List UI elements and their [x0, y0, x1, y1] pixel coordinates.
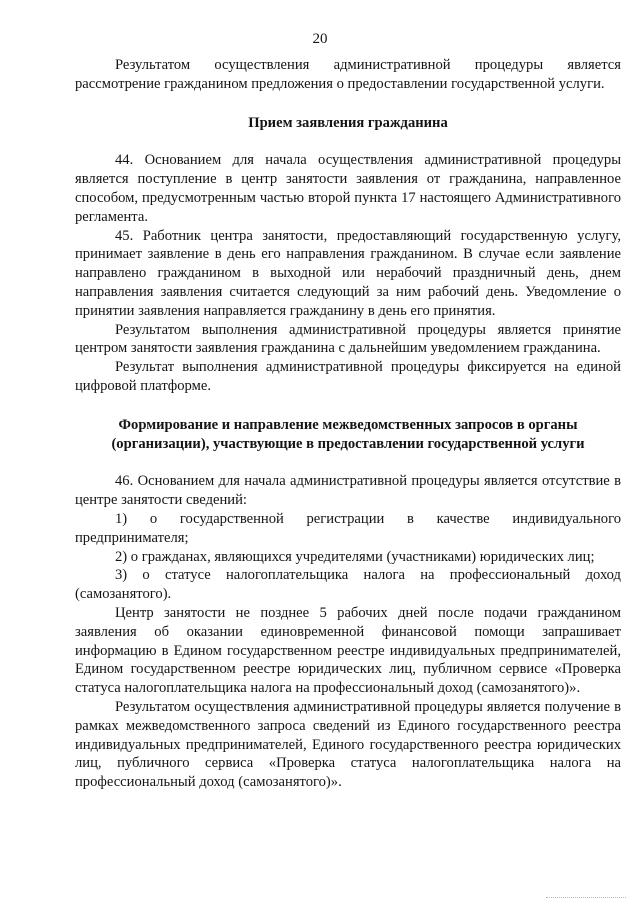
paragraph-44: 44. Основанием для начала осуществления административной процедуры является поступление в центр занятости заявления от гражданина, направленное способом, предусмотренным частью второй пункта 17 настоящего Административного регламента.	[75, 152, 621, 225]
paragraph-46: 46. Основанием для начала административной процедуры является отсутствие в центре занятости сведений:	[75, 473, 621, 509]
spacer	[75, 94, 621, 114]
list-item-self-employed: 3) о статусе налогоплательщика налога на профессиональный доход (самозанятого).	[75, 567, 621, 603]
section-title-interagency-requests	[75, 416, 621, 454]
page-number: 20	[312, 31, 328, 47]
spacer	[75, 453, 621, 472]
section-title-application: Прием заявления гражданина	[248, 114, 448, 131]
section-title-line-2: (организации), участвующие в предоставлении государственной услуги	[111, 435, 585, 452]
spacer	[75, 396, 621, 416]
section-title-line-1: Формирование и направление межведомственных запросов в органы	[118, 416, 578, 433]
list-item-registration: 1) о государственной регистрации в качестве индивидуального предпринимателя;	[75, 510, 621, 546]
document-body	[75, 56, 621, 792]
intro-paragraph: Результатом осуществления административной процедуры является рассмотрение гражданином предложения о предоставлении государственной услуги.	[75, 57, 621, 92]
scan-artifact	[546, 897, 626, 901]
list-item-founders: 2) о гражданах, являющихся учредителями (участниками) юридических лиц;	[115, 548, 595, 565]
paragraph-45: 45. Работник центра занятости, предоставляющий государственную услугу, принимает заявление в день его направления гражданином. В случае если заявление направлено гражданином в выходной или нерабочий праздничный день, днем направления заявления считается следующий за ним рабочий день. Уведомление о принятии заявления направляется гражданину в день его принятия.	[75, 227, 621, 319]
paragraph-result-request: Результатом осуществления административной процедуры является получение в рамках межведомственного запроса сведений из Единого государственного реестра индивидуальных предпринимателей, Единого государственного реестра юридических лиц, публичного сервиса «Проверка статуса налогоплательщика налога на профессиональный доход (самозанятого)».	[75, 698, 621, 791]
paragraph-request-deadline: Центр занятости не позднее 5 рабочих дней после подачи гражданином заявления об оказании единовременной финансовой помощи запрашивает информацию в Едином государственном реестре индивидуальных предпринимателей, Едином государственном реестре юридических лиц, публичном сервисе «Проверка статуса налогоплательщика налога на профессиональный доход (самозанятого)».	[75, 604, 621, 697]
paragraph-result-acceptance: Результатом выполнения административной процедуры является принятие центром занятости заявления гражданина с дальнейшим уведомлением гражданина.	[75, 321, 621, 357]
spacer	[75, 132, 621, 151]
paragraph-result-platform: Результат выполнения административной процедуры фиксируется на единой цифровой платформе.	[75, 359, 621, 394]
